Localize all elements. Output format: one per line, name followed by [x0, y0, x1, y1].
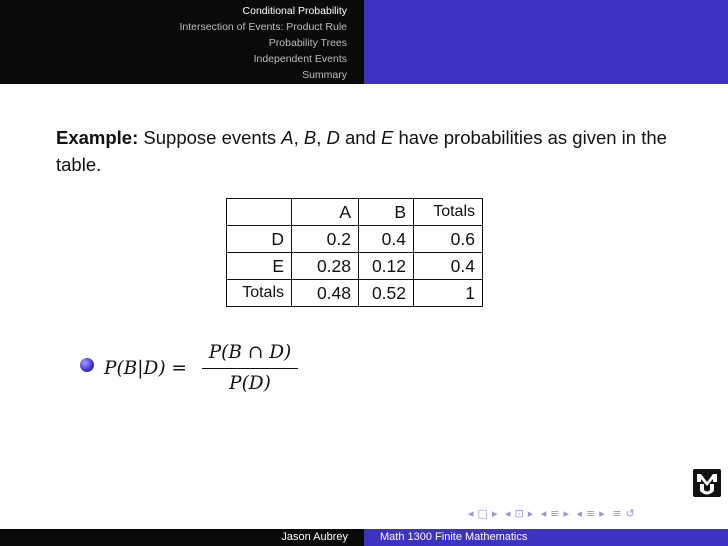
- nav-frame-next-icon[interactable]: ▸: [491, 507, 498, 520]
- nav-doc-next-icon[interactable]: ▸: [599, 507, 605, 520]
- conjunction: and: [345, 127, 376, 148]
- table-cell: 0.4: [359, 226, 414, 253]
- table-cell: 0.28: [292, 253, 359, 280]
- slide-header: [0, 0, 728, 84]
- table-cell: 0.48: [292, 280, 359, 307]
- nav-sec-next-icon[interactable]: ▸: [563, 507, 570, 520]
- footer-author: Jason Aubrey: [281, 531, 348, 543]
- header-right-band: [364, 0, 728, 84]
- table-cell: 0.2: [292, 226, 359, 253]
- nav-subsection-icon[interactable]: ⊡: [514, 507, 524, 520]
- table-corner-cell: [227, 199, 292, 226]
- table-cell: 0.6: [414, 226, 483, 253]
- formula-denominator: P(D): [229, 373, 271, 394]
- formula-numerator: P(B ∩ D): [208, 342, 292, 363]
- nav-sec-prev-icon[interactable]: ◂: [540, 507, 547, 520]
- table-header-row: [227, 199, 483, 226]
- table-header-b: B: [359, 199, 414, 226]
- fraction-bar: [202, 368, 298, 369]
- event-d: D: [326, 127, 340, 148]
- example-text: Example: Suppose events A, B, D and E have probabilities as given in the table.: [56, 127, 667, 175]
- footer-right: [364, 529, 728, 546]
- nav-frame-prev-icon[interactable]: ◂: [468, 507, 474, 520]
- slide-footer: [0, 529, 728, 546]
- event-e: E: [381, 127, 394, 148]
- nav-section-icon[interactable]: ≡: [550, 507, 560, 520]
- formula-lhs: P(B|D) =: [104, 358, 187, 379]
- probability-table: [226, 198, 483, 307]
- nav-search-back-icon[interactable]: ↺: [625, 507, 635, 520]
- nav-item-probability-trees[interactable]: Probability Trees: [268, 37, 347, 49]
- table-row: [227, 280, 483, 307]
- row-label-totals: Totals: [227, 280, 292, 307]
- example-label: Example:: [56, 127, 139, 148]
- event-b: B: [303, 127, 317, 148]
- nav-item-independent-events[interactable]: Independent Events: [253, 53, 347, 65]
- footer-course: Math 1300 Finite Mathematics: [380, 531, 528, 543]
- bullet-icon: [80, 358, 94, 372]
- table-cell: 0.4: [414, 253, 483, 280]
- table-cell: 0.52: [359, 280, 414, 307]
- nav-doc-prev-icon[interactable]: ◂: [576, 507, 583, 520]
- nav-sub-prev-icon[interactable]: ◂: [504, 507, 511, 520]
- university-logo-icon: [692, 468, 722, 498]
- intro-part-1: Suppose events: [143, 127, 277, 148]
- intro-part-2: have probabilities as given in the table.: [56, 127, 667, 175]
- table-cell: 0.12: [359, 253, 414, 280]
- footer-left: [0, 529, 364, 546]
- nav-item-conditional-probability[interactable]: Conditional Probability: [242, 5, 347, 17]
- nav-sub-next-icon[interactable]: ▸: [527, 507, 534, 520]
- event-a: A: [281, 127, 294, 148]
- table-header-totals: Totals: [414, 199, 483, 226]
- nav-document-icon[interactable]: ≡: [586, 507, 596, 520]
- row-label-e: E: [227, 253, 292, 280]
- beamer-nav-symbols[interactable]: [468, 507, 639, 521]
- nav-item-summary[interactable]: Summary: [302, 69, 347, 81]
- nav-appendix-icon[interactable]: ≡: [612, 507, 622, 520]
- formula-fraction: [202, 340, 298, 397]
- table-row: [227, 253, 483, 280]
- nav-frame-icon[interactable]: □: [477, 507, 488, 520]
- table-header-a: A: [292, 199, 359, 226]
- section-nav: [0, 3, 347, 83]
- table-row: [227, 226, 483, 253]
- table-cell: 1: [414, 280, 483, 307]
- row-label-d: D: [227, 226, 292, 253]
- nav-item-product-rule[interactable]: Intersection of Events: Product Rule: [179, 21, 347, 33]
